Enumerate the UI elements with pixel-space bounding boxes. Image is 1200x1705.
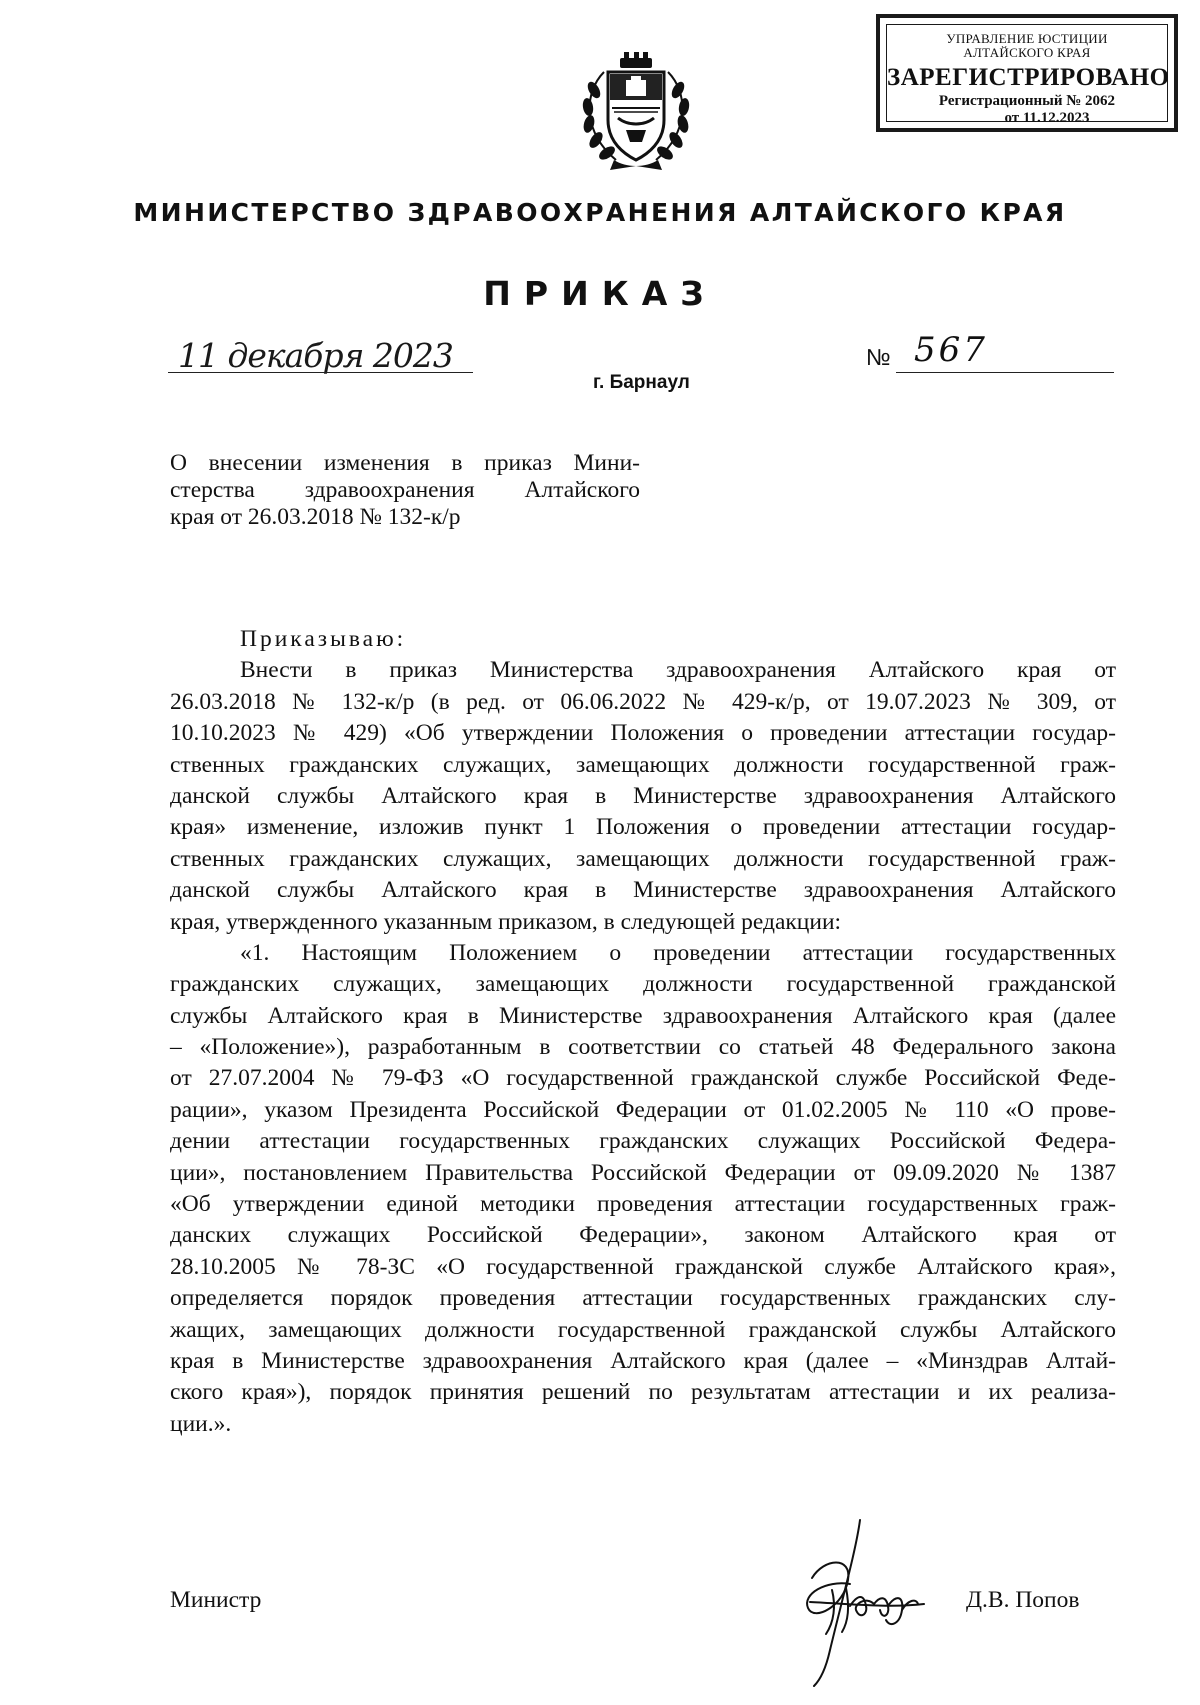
body-line: 26.03.2018 № 132-к/р (в ред. от 06.06.2022 № 429-к/р, от 19.07.2023 № 309, от <box>170 688 1116 715</box>
body-line: Внести в приказ Министерства здравоохранения Алтайского края от <box>240 657 1116 684</box>
registration-stamp <box>876 14 1178 132</box>
body-line: рации», указом Президента Российской Федерации от 01.02.2005 № 110 «О прове- <box>170 1096 1116 1123</box>
stamp-org: УПРАВЛЕНИЕ ЮСТИЦИИ АЛТАЙСКОГО КРАЯ <box>946 31 1108 60</box>
handwritten-signature-icon <box>790 1510 940 1690</box>
subject-line: О внесении изменения в приказ Мини- <box>170 450 640 476</box>
body-line: жащих, замещающих должности государственной гражданской службы Алтайского <box>170 1316 1116 1343</box>
stamp-reg-date: от 11.12.2023 <box>1004 110 1090 126</box>
body-line: «Об утверждении единой методики проведения аттестации государственных граж- <box>170 1191 1116 1218</box>
body-line: от 27.07.2004 № 79-ФЗ «О государственной гражданской службе Российской Феде- <box>170 1065 1116 1092</box>
body-line: 28.10.2005 № 78-ЗС «О государственной гражданской службе Алтайского края», <box>170 1253 1116 1280</box>
body-line: ственных гражданских служащих, замещающих должности государственной граж- <box>170 845 1116 872</box>
body-line: – «Положение»), разработанным в соответствии со статьей 48 Федерального закона <box>170 1034 1116 1061</box>
body-line: данских служащих Российской Федерации», законом Алтайского края от <box>170 1222 1116 1249</box>
subject-line: края от 26.03.2018 № 132-к/р <box>170 504 461 530</box>
body-line: определяется порядок проведения аттестации государственных гражданских слу- <box>170 1285 1116 1312</box>
body-line: «1. Настоящим Положением о проведении аттестации государственных <box>240 939 1116 966</box>
stamp-status: ЗАРЕГИСТРИРОВАНО <box>887 64 1170 91</box>
city-label: г. Барнаул <box>593 372 690 393</box>
body-line: данской службы Алтайского края в Министерстве здравоохранения Алтайского <box>170 877 1116 904</box>
subject-line: стерства здравоохранения Алтайского <box>170 477 640 503</box>
number-label: № <box>866 344 891 370</box>
signer-title: Министр <box>170 1587 262 1613</box>
body-line: данской службы Алтайского края в Министерстве здравоохранения Алтайского <box>170 782 1116 809</box>
handwritten-date: 11 декабря 2023 <box>178 336 453 375</box>
body-line: дении аттестации государственных гражданских служащих Российской Федера- <box>170 1128 1116 1155</box>
body-line: службы Алтайского края в Министерстве здравоохранения Алтайского края (далее <box>170 1002 1116 1029</box>
coat-of-arms-icon <box>576 52 696 174</box>
document-type: ПРИКАЗ <box>483 274 717 313</box>
body-line: ции.». <box>170 1410 232 1437</box>
document-subject <box>170 450 640 531</box>
handwritten-number: 567 <box>914 330 988 370</box>
date-underline <box>168 372 473 373</box>
body-line: края» изменение, изложив пункт 1 Положения о проведении аттестации государ- <box>170 814 1116 841</box>
number-underline <box>896 372 1114 373</box>
body-line: гражданских служащих, замещающих должности государственной гражданской <box>170 971 1116 998</box>
body-line: 10.10.2023 № 429) «Об утверждении Положения о проведении аттестации государ- <box>170 720 1116 747</box>
body-line: края, утвержденного указанным приказом, в следующей редакции: <box>170 908 842 935</box>
body-line: ственных гражданских служащих, замещающих должности государственной граж- <box>170 751 1116 778</box>
order-word: Приказываю: <box>240 626 407 652</box>
body-line: края в Министерстве здравоохранения Алтайского края (далее – «Минздрав Алтай- <box>170 1347 1116 1374</box>
signer-name: Д.В. Попов <box>966 1587 1080 1613</box>
ministry-title: МИНИСТЕРСТВО ЗДРАВООХРАНЕНИЯ АЛТАЙСКОГО КРАЯ <box>133 198 1067 227</box>
body-line: ции», постановлением Правительства Российской Федерации от 09.09.2020 № 1387 <box>170 1159 1116 1186</box>
stamp-reg-number: Регистрационный № 2062 <box>938 93 1116 109</box>
body-line: ского края»), порядок принятия решений по результатам аттестации и их реализа- <box>170 1379 1116 1406</box>
document-body <box>170 624 1116 1440</box>
stamp-inner-border <box>886 24 1170 126</box>
